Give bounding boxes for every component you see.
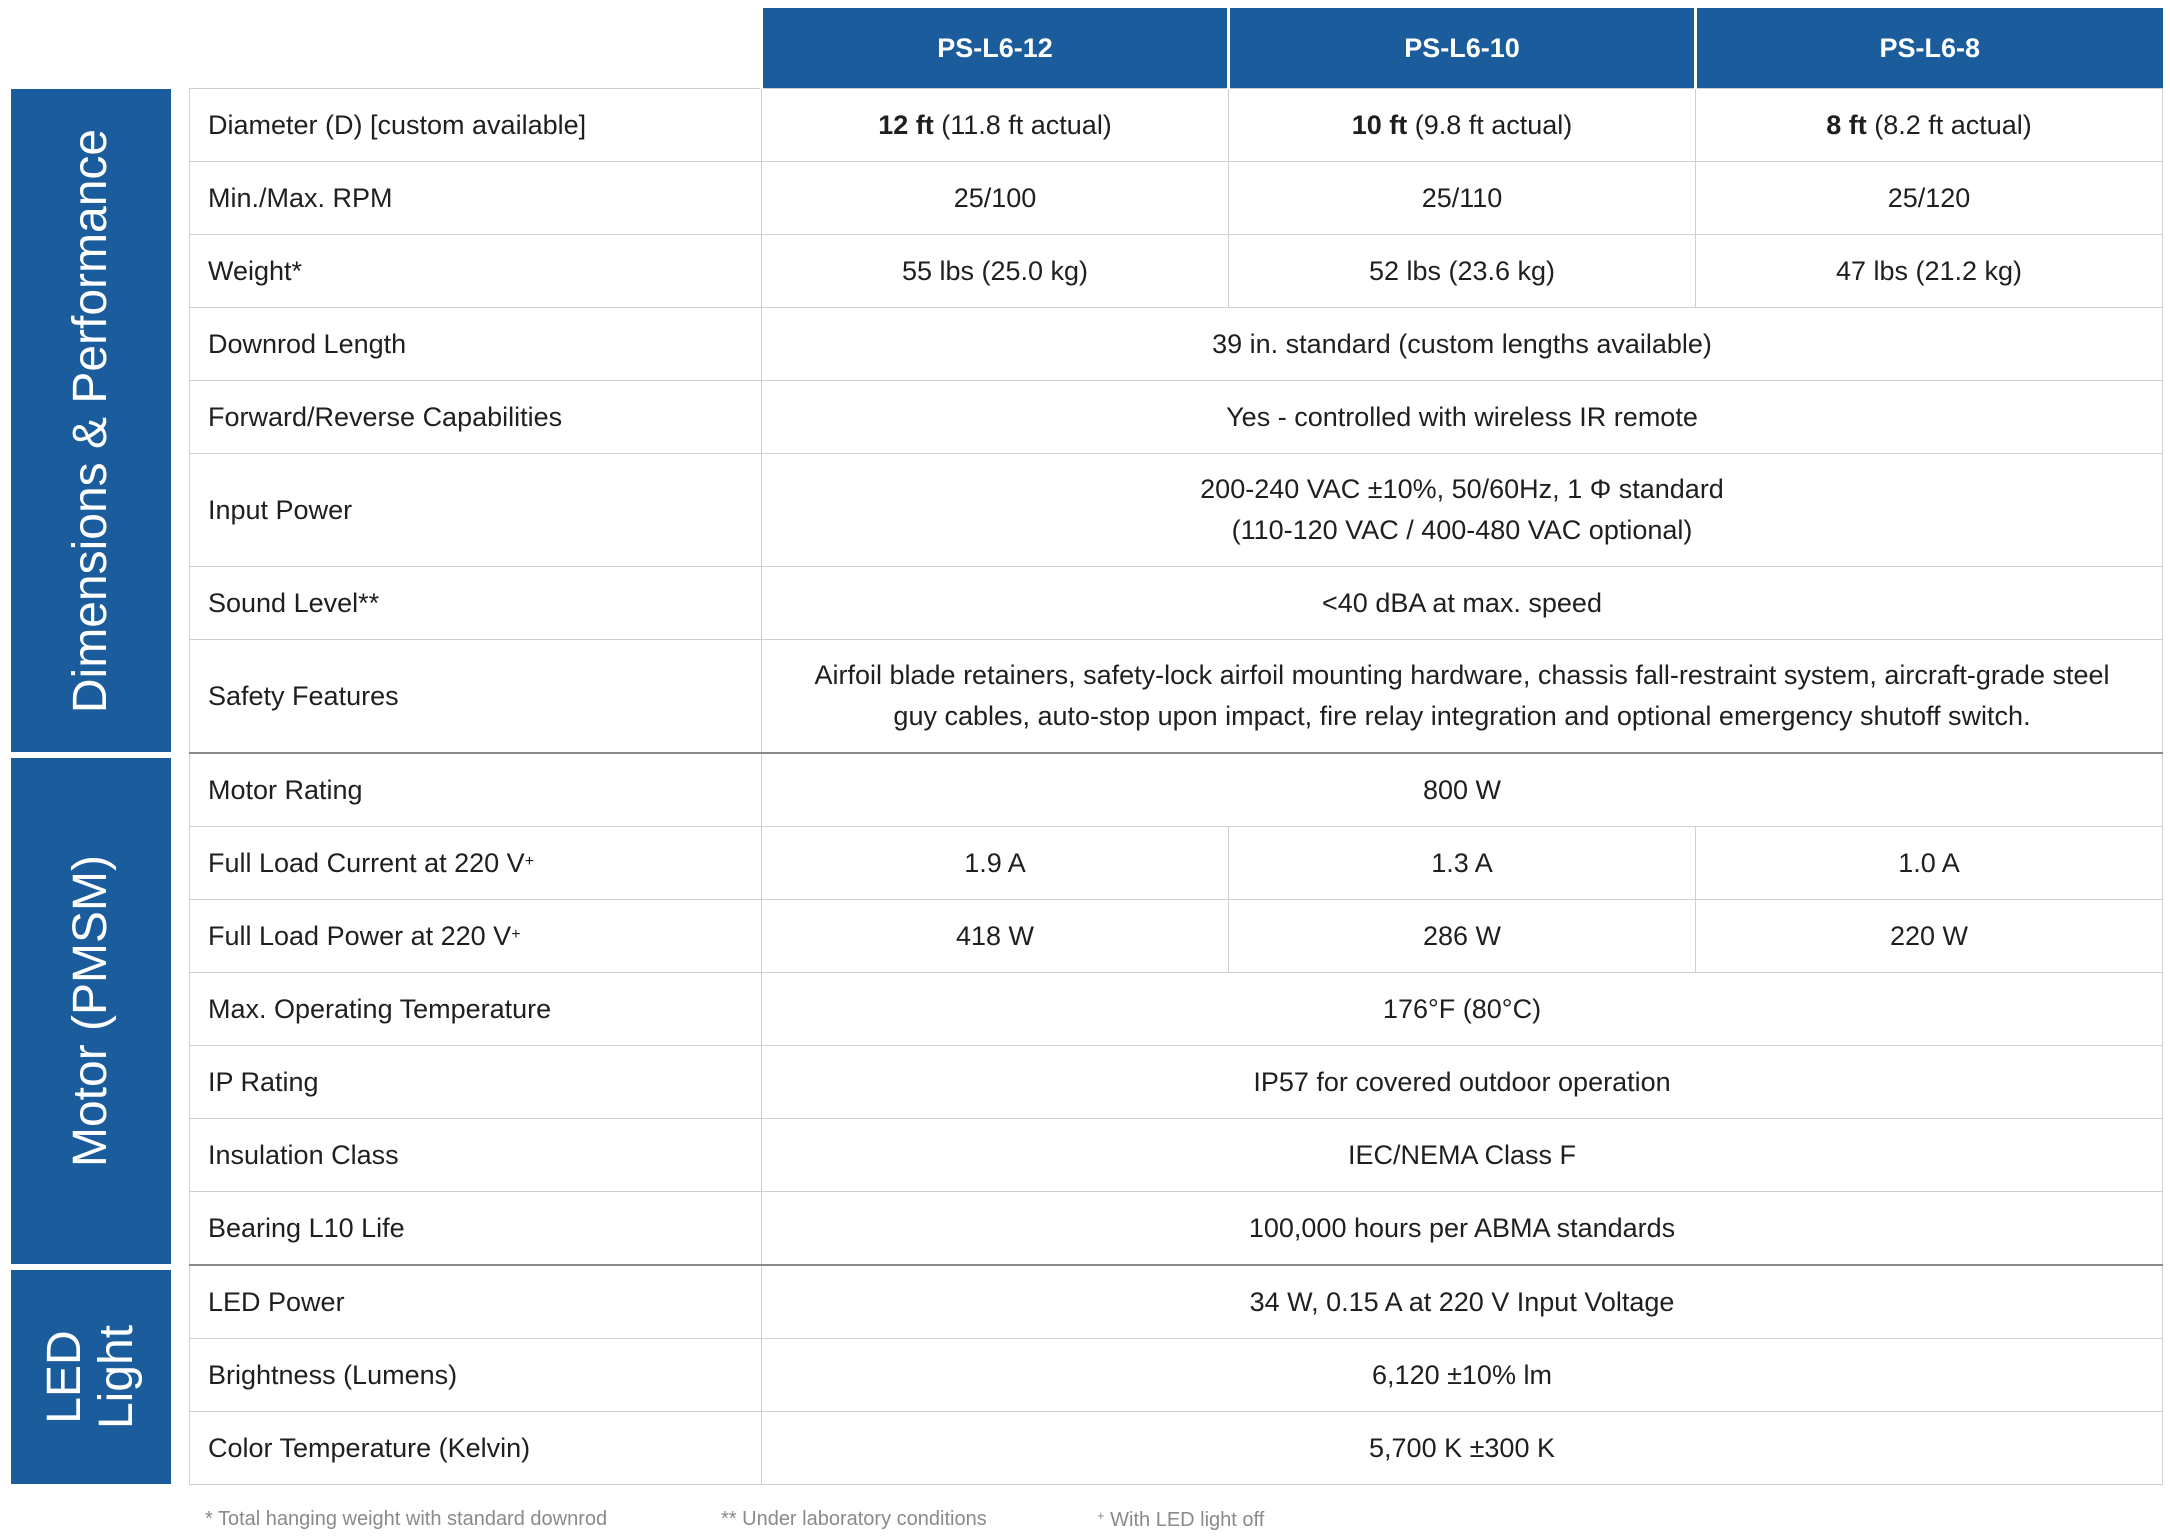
- cell-led-power: 34 W, 0.15 A at 220 V Input Voltage: [762, 1265, 2163, 1339]
- table-row: [190, 973, 2163, 1046]
- model-header-ps-l6-12: PS-L6-12: [762, 8, 1229, 89]
- cell-input-power: [762, 454, 2163, 567]
- table-row: [190, 89, 2163, 162]
- row-label-rpm: Min./Max. RPM: [190, 162, 762, 235]
- cell-current-10: 1.3 A: [1229, 827, 1696, 900]
- footnote-weight: * Total hanging weight with standard downrod: [205, 1508, 608, 1530]
- table-row: [190, 162, 2163, 235]
- row-label-sound: Sound Level**: [190, 567, 762, 640]
- input-power-line2: (110-120 VAC / 400-480 VAC optional): [1231, 515, 1693, 545]
- section-band-motor: [11, 758, 171, 1264]
- cell-power-10: 286 W: [1229, 900, 1696, 973]
- full-load-power-sup: +: [511, 925, 521, 943]
- cell-sound: <40 dBA at max. speed: [762, 567, 2163, 640]
- cell-bearing: 100,000 hours per ABMA standards: [762, 1192, 2163, 1266]
- row-label-bearing: Bearing L10 Life: [190, 1192, 762, 1266]
- cell-power-12: 418 W: [762, 900, 1229, 973]
- full-load-current-text: Full Load Current at 220 V: [208, 847, 525, 878]
- section-title-dimensions: Dimensions & Performance: [64, 128, 117, 713]
- model-header-ps-l6-10: PS-L6-10: [1229, 8, 1696, 89]
- cell-diameter-12: [762, 89, 1229, 162]
- diameter-8-nominal: 8 ft: [1826, 109, 1867, 140]
- row-label-safety: Safety Features: [190, 640, 762, 754]
- footnote-led-text: With LED light off: [1104, 1509, 1265, 1531]
- row-label-diameter: Diameter (D) [custom available]: [190, 89, 762, 162]
- table-row: [190, 827, 2163, 900]
- cell-diameter-10: [1229, 89, 1696, 162]
- diameter-10-actual: (9.8 ft actual): [1407, 109, 1573, 140]
- row-label-downrod: Downrod Length: [190, 308, 762, 381]
- row-label-insulation: Insulation Class: [190, 1119, 762, 1192]
- cell-color-temp: 5,700 K ±300 K: [762, 1412, 2163, 1485]
- table-row: [190, 1046, 2163, 1119]
- table-row: [190, 308, 2163, 381]
- section-title-led: [39, 1325, 143, 1429]
- diameter-12-nominal: 12 ft: [878, 109, 934, 140]
- input-power-line1: 200-240 VAC ±10%, 50/60Hz, 1 Φ standard: [1200, 474, 1724, 504]
- cell-downrod: 39 in. standard (custom lengths available): [762, 308, 2163, 381]
- header-blank: [190, 8, 762, 89]
- row-label-color-temp: Color Temperature (Kelvin): [190, 1412, 762, 1485]
- row-label-input-power: Input Power: [190, 454, 762, 567]
- diameter-10-nominal: 10 ft: [1351, 109, 1408, 140]
- cell-safety: [762, 640, 2163, 754]
- section-title-led-line1: LED: [38, 1330, 91, 1424]
- footnote-led-sup: +: [1097, 1508, 1105, 1523]
- table-row: [190, 381, 2163, 454]
- row-label-forward-reverse: Forward/Reverse Capabilities: [190, 381, 762, 454]
- full-load-power-text: Full Load Power at 220 V: [208, 920, 512, 951]
- cell-brightness: 6,120 ±10% lm: [762, 1339, 2163, 1412]
- cell-current-8: 1.0 A: [1696, 827, 2163, 900]
- table-row: [190, 753, 2163, 827]
- cell-ip-rating: IP57 for covered outdoor operation: [762, 1046, 2163, 1119]
- cell-max-temp: 176°F (80°C): [762, 973, 2163, 1046]
- table-row: [190, 640, 2163, 754]
- cell-rpm-8: 25/120: [1696, 162, 2163, 235]
- section-title-motor: Motor (PMSM): [64, 855, 117, 1167]
- cell-motor-rating: 800 W: [762, 753, 2163, 827]
- row-label-max-temp: Max. Operating Temperature: [190, 973, 762, 1046]
- cell-current-12: 1.9 A: [762, 827, 1229, 900]
- cell-power-8: 220 W: [1696, 900, 2163, 973]
- cell-insulation: IEC/NEMA Class F: [762, 1119, 2163, 1192]
- diameter-12-actual: (11.8 ft actual): [933, 109, 1112, 140]
- footnote-led: [1097, 1508, 1264, 1532]
- full-load-current-sup: +: [524, 852, 535, 870]
- row-label-full-load-power: [190, 900, 762, 973]
- footnote-lab: ** Under laboratory conditions: [721, 1508, 987, 1530]
- row-label-led-power: LED Power: [190, 1265, 762, 1339]
- row-label-ip-rating: IP Rating: [190, 1046, 762, 1119]
- table-row: [190, 1192, 2163, 1266]
- table-row: [190, 1265, 2163, 1339]
- spec-table: [189, 8, 2163, 1485]
- cell-rpm-12: 25/100: [762, 162, 1229, 235]
- header-row: [190, 8, 2163, 89]
- section-title-led-line2: Light: [90, 1324, 143, 1430]
- cell-rpm-10: 25/110: [1229, 162, 1696, 235]
- table-row: [190, 235, 2163, 308]
- section-band-dimensions: [11, 89, 171, 752]
- cell-weight-8: 47 lbs (21.2 kg): [1696, 235, 2163, 308]
- row-label-full-load-current: [190, 827, 762, 900]
- section-band-led: [11, 1270, 171, 1484]
- row-label-weight: Weight*: [190, 235, 762, 308]
- row-label-brightness: Brightness (Lumens): [190, 1339, 762, 1412]
- cell-weight-10: 52 lbs (23.6 kg): [1229, 235, 1696, 308]
- cell-forward-reverse: Yes - controlled with wireless IR remote: [762, 381, 2163, 454]
- row-label-motor-rating: Motor Rating: [190, 753, 762, 827]
- table-row: [190, 1339, 2163, 1412]
- cell-weight-12: 55 lbs (25.0 kg): [762, 235, 1229, 308]
- safety-line1: Airfoil blade retainers, safety-lock airfoil mounting hardware, chassis fall-restraint system, aircraft-grade steel: [814, 660, 2110, 690]
- cell-diameter-8: [1696, 89, 2163, 162]
- safety-line2: guy cables, auto-stop upon impact, fire relay integration and optional emergency shutoff switch.: [893, 701, 2031, 731]
- table-row: [190, 900, 2163, 973]
- table-row: [190, 1412, 2163, 1485]
- table-row: [190, 454, 2163, 567]
- diameter-8-actual: (8.2 ft actual): [1866, 109, 2032, 140]
- table-row: [190, 1119, 2163, 1192]
- table-row: [190, 567, 2163, 640]
- model-header-ps-l6-8: PS-L6-8: [1696, 8, 2163, 89]
